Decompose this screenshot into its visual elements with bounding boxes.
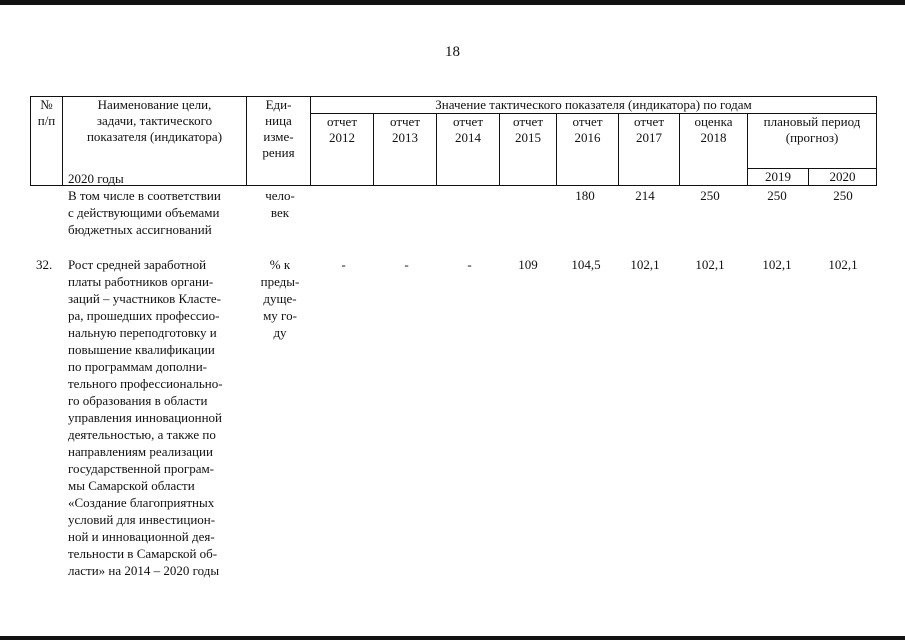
row-1-value-2020: 102,1 bbox=[828, 257, 858, 272]
bottom-border bbox=[0, 636, 905, 640]
header-plan-year-0: 2019 bbox=[748, 169, 809, 186]
header-year-4: отчет 2016 bbox=[557, 114, 619, 186]
row-1-num: 32. bbox=[36, 257, 53, 272]
row-1-value-2016: 104,5 bbox=[571, 257, 601, 272]
header-plan-title: плановый период (прогноз) bbox=[748, 114, 877, 169]
row-1-value-2013: - bbox=[404, 257, 409, 272]
row-0-value-2018: 250 bbox=[700, 188, 720, 203]
row-0-name: 2020 годы В том числе в соответствии с действующими объемами бюджетных ассигнований bbox=[68, 171, 221, 237]
header-name: Наименование цели, задачи, тактического показателя (индикатора) bbox=[63, 97, 247, 186]
header-plan-year-1: 2020 bbox=[809, 169, 877, 186]
row-0-value-2019: 250 bbox=[767, 188, 787, 203]
header-year-6: оценка 2018 bbox=[680, 114, 748, 186]
row-0-value-2016: 180 bbox=[575, 188, 595, 203]
row-1-value-2019: 102,1 bbox=[762, 257, 792, 272]
page-number: 18 bbox=[445, 44, 460, 60]
row-0-unit: чело- век bbox=[265, 188, 295, 220]
header-year-0: отчет 2012 bbox=[311, 114, 374, 186]
row-1-name: Рост средней заработной платы работников органи- заций – участников Класте- ра, прошедших профессио- нальную переподготовку и повышение квалификации по программам дополни- тельного профессионально- го образования в области управления инновационной деятельностью, а также по направлениям реализации государственной програм- мы Самарской области «Создание благоприятных условий для инвестицион- ной и инновационной дея- тельности в Самарской об- ласти» на 2014 – 2020 годы bbox=[68, 257, 223, 578]
header-num: № п/п bbox=[31, 97, 63, 186]
row-1-value-2015: 109 bbox=[518, 257, 538, 272]
row-1-value-2017: 102,1 bbox=[630, 257, 660, 272]
row-1-unit: % к преды- дуще- му го- ду bbox=[260, 257, 300, 340]
header-year-1: отчет 2013 bbox=[374, 114, 437, 186]
row-1-value-2012: - bbox=[341, 257, 346, 272]
row-0-value-2020: 250 bbox=[833, 188, 853, 203]
header-year-5: отчет 2017 bbox=[619, 114, 680, 186]
row-1-value-2014: - bbox=[467, 257, 472, 272]
top-border bbox=[0, 0, 905, 5]
header-group-title: Значение тактического показателя (индикатора) по годам bbox=[311, 97, 877, 114]
header-unit: Еди- ница изме- рения bbox=[247, 97, 311, 186]
row-1-value-2018: 102,1 bbox=[695, 257, 725, 272]
header-year-2: отчет 2014 bbox=[437, 114, 500, 186]
row-0-value-2017: 214 bbox=[635, 188, 655, 203]
header-year-3: отчет 2015 bbox=[500, 114, 557, 186]
